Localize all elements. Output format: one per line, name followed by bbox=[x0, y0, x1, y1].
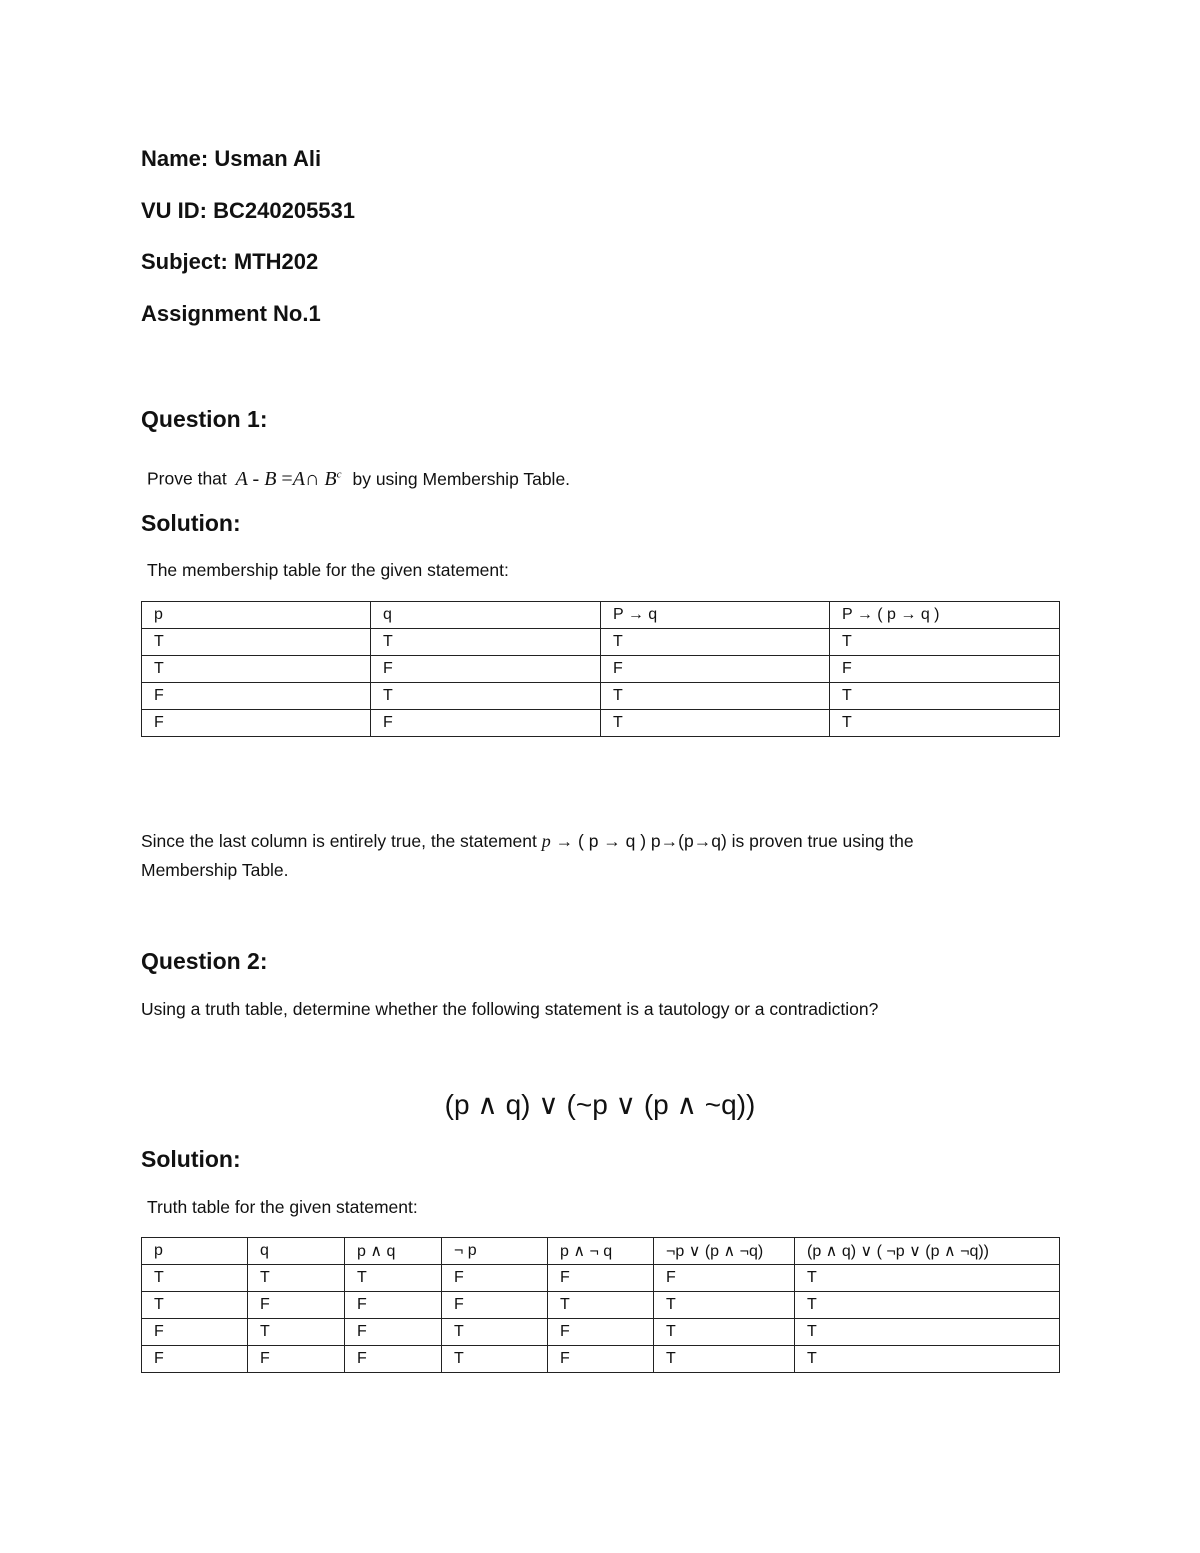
table-cell: T bbox=[601, 710, 830, 737]
table-cell: F bbox=[442, 1292, 548, 1319]
header-cell: P → q bbox=[601, 602, 830, 629]
table-cell: T bbox=[142, 1292, 248, 1319]
conclusion-text-b: → ( p → q ) p→(p→q) is proven true using the bbox=[555, 831, 914, 851]
table-cell: T bbox=[371, 629, 601, 656]
table-cell: T bbox=[601, 629, 830, 656]
table-cell: T bbox=[830, 683, 1060, 710]
table-cell: T bbox=[548, 1292, 654, 1319]
conclusion-text-a: Since the last column is entirely true, the statement bbox=[141, 831, 537, 851]
subject: Subject: MTH202 bbox=[141, 249, 319, 274]
set-expression bbox=[236, 468, 347, 490]
header-cell: ¬p ∨ (p ∧ ¬q) bbox=[654, 1238, 795, 1265]
expr-eq: = bbox=[281, 467, 293, 490]
conclusion-math-p: p bbox=[541, 831, 551, 851]
expr-cap: ∩ bbox=[304, 467, 320, 490]
table-cell: T bbox=[795, 1346, 1060, 1373]
vu-id: VU ID: BC240205531 bbox=[141, 198, 356, 223]
table-header-row bbox=[142, 602, 1060, 629]
header-cell: p bbox=[142, 1238, 248, 1265]
table-cell: T bbox=[795, 1265, 1060, 1292]
table-cell: T bbox=[654, 1319, 795, 1346]
table-cell: F bbox=[142, 1346, 248, 1373]
table-cell: T bbox=[654, 1292, 795, 1319]
header-cell: q bbox=[248, 1238, 345, 1265]
table-row bbox=[142, 1292, 1060, 1319]
expr-minus: - bbox=[252, 467, 260, 490]
membership-table bbox=[141, 601, 1060, 737]
table-cell: T bbox=[345, 1265, 442, 1292]
table-cell: F bbox=[830, 656, 1060, 683]
expr-a2: A bbox=[292, 467, 305, 490]
table-cell: F bbox=[548, 1319, 654, 1346]
header-cell: q bbox=[371, 602, 601, 629]
table-cell: F bbox=[442, 1265, 548, 1292]
question-1-solution-heading: Solution: bbox=[141, 510, 241, 536]
table-row bbox=[142, 1265, 1060, 1292]
table-cell: T bbox=[830, 629, 1060, 656]
truth-table bbox=[141, 1237, 1060, 1373]
question-2-prompt: Using a truth table, determine whether the following statement is a tautology or a contradiction? bbox=[141, 999, 879, 1019]
student-name: Name: Usman Ali bbox=[141, 146, 322, 171]
table-row bbox=[142, 1319, 1060, 1346]
table-cell: F bbox=[654, 1265, 795, 1292]
table-row bbox=[142, 1346, 1060, 1373]
table-cell: F bbox=[248, 1346, 345, 1373]
header-cell: p ∧ q bbox=[345, 1238, 442, 1265]
expr-b2: B bbox=[324, 467, 337, 490]
truth-table-intro: Truth table for the given statement: bbox=[147, 1197, 418, 1217]
table-cell: T bbox=[371, 683, 601, 710]
formula-statement: (p ∧ q) ∨ (~p ∨ (p ∧ ~q)) bbox=[444, 1089, 756, 1120]
expr-a: A bbox=[235, 467, 248, 490]
table-row bbox=[142, 656, 1060, 683]
table-cell: F bbox=[345, 1319, 442, 1346]
table-cell: F bbox=[601, 656, 830, 683]
table-cell: F bbox=[548, 1265, 654, 1292]
header-cell: p ∧ ¬ q bbox=[548, 1238, 654, 1265]
table-cell: F bbox=[142, 1319, 248, 1346]
table-cell: F bbox=[142, 710, 371, 737]
assignment-number: Assignment No.1 bbox=[141, 301, 321, 326]
table-cell: F bbox=[345, 1292, 442, 1319]
table-cell: T bbox=[795, 1292, 1060, 1319]
table-cell: T bbox=[248, 1319, 345, 1346]
table-cell: F bbox=[345, 1346, 442, 1373]
table-cell: F bbox=[142, 683, 371, 710]
header-cell: ¬ p bbox=[442, 1238, 548, 1265]
header-cell: p bbox=[142, 602, 371, 629]
table-cell: F bbox=[548, 1346, 654, 1373]
question-1-prompt bbox=[147, 462, 570, 491]
prompt-after: by using Membership Table. bbox=[352, 468, 571, 489]
conclusion-line-1 bbox=[141, 829, 914, 853]
table-cell: T bbox=[142, 1265, 248, 1292]
table-cell: T bbox=[654, 1346, 795, 1373]
header-cell: (p ∧ q) ∨ ( ¬p ∨ (p ∧ ¬q)) bbox=[795, 1238, 1060, 1265]
table-cell: T bbox=[142, 629, 371, 656]
table-cell: F bbox=[371, 656, 601, 683]
question-2-solution-heading: Solution: bbox=[141, 1146, 241, 1172]
table-cell: T bbox=[442, 1346, 548, 1373]
table-row bbox=[142, 683, 1060, 710]
expr-complement: c bbox=[336, 468, 342, 480]
table-cell: T bbox=[830, 710, 1060, 737]
table-cell: T bbox=[248, 1265, 345, 1292]
table-row bbox=[142, 629, 1060, 656]
membership-table-intro: The membership table for the given statement: bbox=[147, 560, 509, 580]
question-2-heading: Question 2: bbox=[141, 948, 268, 974]
conclusion-line-2: Membership Table. bbox=[141, 860, 289, 880]
question-1-heading: Question 1: bbox=[141, 406, 268, 432]
table-cell: T bbox=[795, 1319, 1060, 1346]
expr-b: B bbox=[264, 467, 277, 490]
table-row bbox=[142, 710, 1060, 737]
table-cell: T bbox=[601, 683, 830, 710]
prompt-before: Prove that bbox=[147, 468, 227, 489]
header-cell: P → ( p → q ) bbox=[830, 602, 1060, 629]
table-cell: F bbox=[248, 1292, 345, 1319]
table-cell: T bbox=[142, 656, 371, 683]
table-header-row bbox=[142, 1238, 1060, 1265]
table-cell: F bbox=[371, 710, 601, 737]
table-cell: T bbox=[442, 1319, 548, 1346]
